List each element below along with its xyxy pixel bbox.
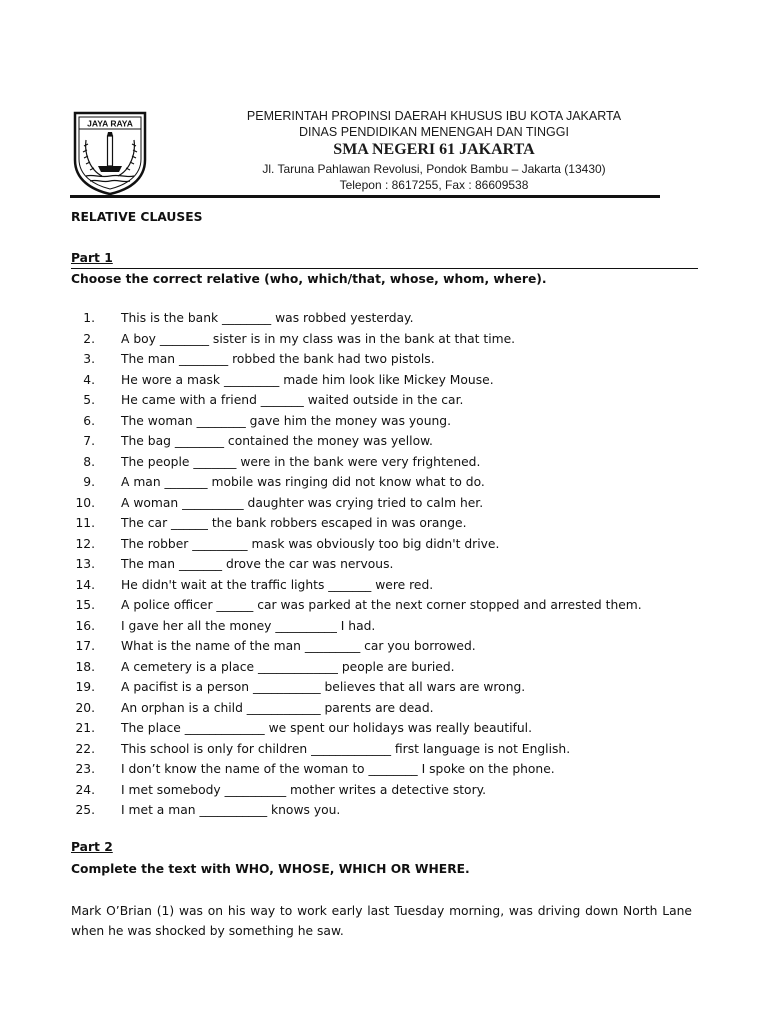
exercise-item [71, 783, 698, 803]
letterhead-line1: PEMERINTAH PROPINSI DAERAH KHUSUS IBU KOTA JAKARTA [246, 109, 622, 123]
letterhead-divider [70, 195, 660, 198]
exercise-item [71, 721, 698, 741]
exercise-item [71, 742, 698, 762]
exercise-number: 11. [75, 516, 95, 530]
exercise-sentence: An orphan is a child ____________ parents are dead. [121, 700, 434, 715]
part2-instruction: Complete the text with WHO, WHOSE, WHICH OR WHERE. [71, 862, 470, 876]
exercise-sentence: The man ________ robbed the bank had two pistols. [121, 352, 435, 366]
exercise-sentence: This school is only for children _____________ first language is not English. [121, 741, 571, 756]
exercise-number: 10. [75, 495, 95, 510]
exercise-number: 15. [75, 598, 95, 612]
worksheet-title: RELATIVE CLAUSES [71, 210, 203, 224]
school-address: Jl. Taruna Pahlawan Revolusi, Pondok Bambu – Jakarta (13430) [262, 162, 606, 176]
exercise-number: 1. [83, 311, 95, 325]
exercise-sentence: This is the bank ________ was robbed yesterday. [121, 311, 414, 325]
exercise-sentence: The robber _________ mask was obviously too big didn't drive. [121, 536, 500, 551]
exercise-item [71, 373, 698, 393]
exercise-sentence: A police officer ______ car was parked at the next corner stopped and arrested them. [121, 598, 642, 612]
exercise-item [71, 393, 698, 413]
exercise-sentence: What is the name of the man _________ car you borrowed. [121, 639, 476, 653]
exercise-number: 18. [75, 659, 95, 674]
exercise-sentence: I gave her all the money __________ I had. [121, 618, 376, 633]
exercise-sentence: I met a man ___________ knows you. [121, 803, 341, 817]
exercise-sentence: The woman ________ gave him the money was young. [121, 413, 452, 428]
exercise-item [71, 332, 698, 352]
exercise-number: 3. [83, 352, 95, 366]
part1-rule [71, 268, 698, 269]
exercise-item [71, 598, 698, 618]
part2-heading: Part 2 [71, 840, 113, 854]
exercise-item [71, 680, 698, 700]
exercise-sentence: The car ______ the bank robbers escaped in was orange. [121, 516, 467, 530]
exercise-item [71, 434, 698, 454]
exercise-item [71, 496, 698, 516]
exercise-sentence: I don’t know the name of the woman to ________ I spoke on the phone. [121, 762, 555, 776]
exercise-sentence: A cemetery is a place _____________ people are buried. [121, 659, 455, 674]
exercise-item [71, 660, 698, 680]
exercise-item [71, 803, 698, 823]
exercise-number: 6. [83, 413, 95, 428]
exercise-number: 8. [83, 454, 95, 469]
part2-paragraph: Mark O’Brian (1) was on his way to work early last Tuesday morning, was driving down North Lane when he was shocked by something he saw. [71, 904, 692, 938]
part1-heading: Part 1 [71, 251, 113, 265]
exercise-number: 9. [83, 475, 95, 489]
exercise-sentence: He didn't wait at the traffic lights _______ were red. [121, 577, 434, 592]
exercise-number: 17. [75, 639, 95, 653]
exercise-sentence: He wore a mask _________ made him look like Mickey Mouse. [121, 372, 494, 387]
exercise-sentence: A man _______ mobile was ringing did not know what to do. [121, 475, 485, 489]
exercise-sentence: He came with a friend _______ waited outside in the car. [121, 393, 464, 407]
exercise-number: 19. [75, 680, 95, 694]
exercise-sentence: I met somebody __________ mother writes a detective story. [121, 782, 487, 797]
jaya-raya-emblem [72, 110, 148, 196]
exercise-number: 12. [75, 536, 95, 551]
exercise-number: 20. [75, 700, 95, 715]
exercise-item [71, 619, 698, 639]
exercise-sentence: A woman __________ daughter was crying tried to calm her. [121, 495, 484, 510]
exercise-number: 2. [83, 331, 95, 346]
logo-text: JAYA RAYA [87, 118, 133, 129]
exercise-number: 4. [83, 372, 95, 387]
part1-instruction: Choose the correct relative (who, which/that, whose, whom, where). [71, 272, 547, 286]
letterhead-line2: DINAS PENDIDIKAN MENENGAH DAN TINGGI [299, 125, 569, 139]
school-name: SMA NEGERI 61 JAKARTA [333, 141, 535, 158]
exercise-item [71, 516, 698, 536]
exercise-item [71, 475, 698, 495]
exercise-sentence: The people _______ were in the bank were very frightened. [121, 454, 481, 469]
exercise-item [71, 352, 698, 372]
exercise-sentence: A pacifist is a person ___________ believes that all wars are wrong. [121, 680, 526, 694]
exercise-number: 16. [75, 618, 95, 633]
exercise-number: 23. [75, 762, 95, 776]
exercise-sentence: A boy ________ sister is in my class was in the bank at that time. [121, 331, 516, 346]
exercise-number: 5. [83, 393, 95, 407]
exercise-item [71, 537, 698, 557]
exercise-item [71, 639, 698, 659]
exercise-item [71, 701, 698, 721]
exercise-item [71, 311, 698, 331]
exercise-number: 14. [75, 577, 95, 592]
exercise-number: 25. [75, 803, 95, 817]
exercise-item [71, 557, 698, 577]
exercise-item [71, 414, 698, 434]
exercise-item [71, 578, 698, 598]
exercise-number: 21. [75, 721, 95, 735]
exercise-sentence: The bag ________ contained the money was yellow. [121, 434, 433, 448]
exercise-item [71, 455, 698, 475]
school-phone: Telepon : 8617255, Fax : 86609538 [339, 178, 529, 192]
exercise-item [71, 762, 698, 782]
exercise-number: 13. [75, 557, 95, 571]
exercise-number: 22. [75, 741, 95, 756]
exercise-number: 7. [83, 434, 95, 448]
exercise-sentence: The place _____________ we spent our holidays was really beautiful. [121, 721, 533, 735]
exercise-sentence: The man _______ drove the car was nervous. [121, 557, 394, 571]
exercise-number: 24. [75, 782, 95, 797]
